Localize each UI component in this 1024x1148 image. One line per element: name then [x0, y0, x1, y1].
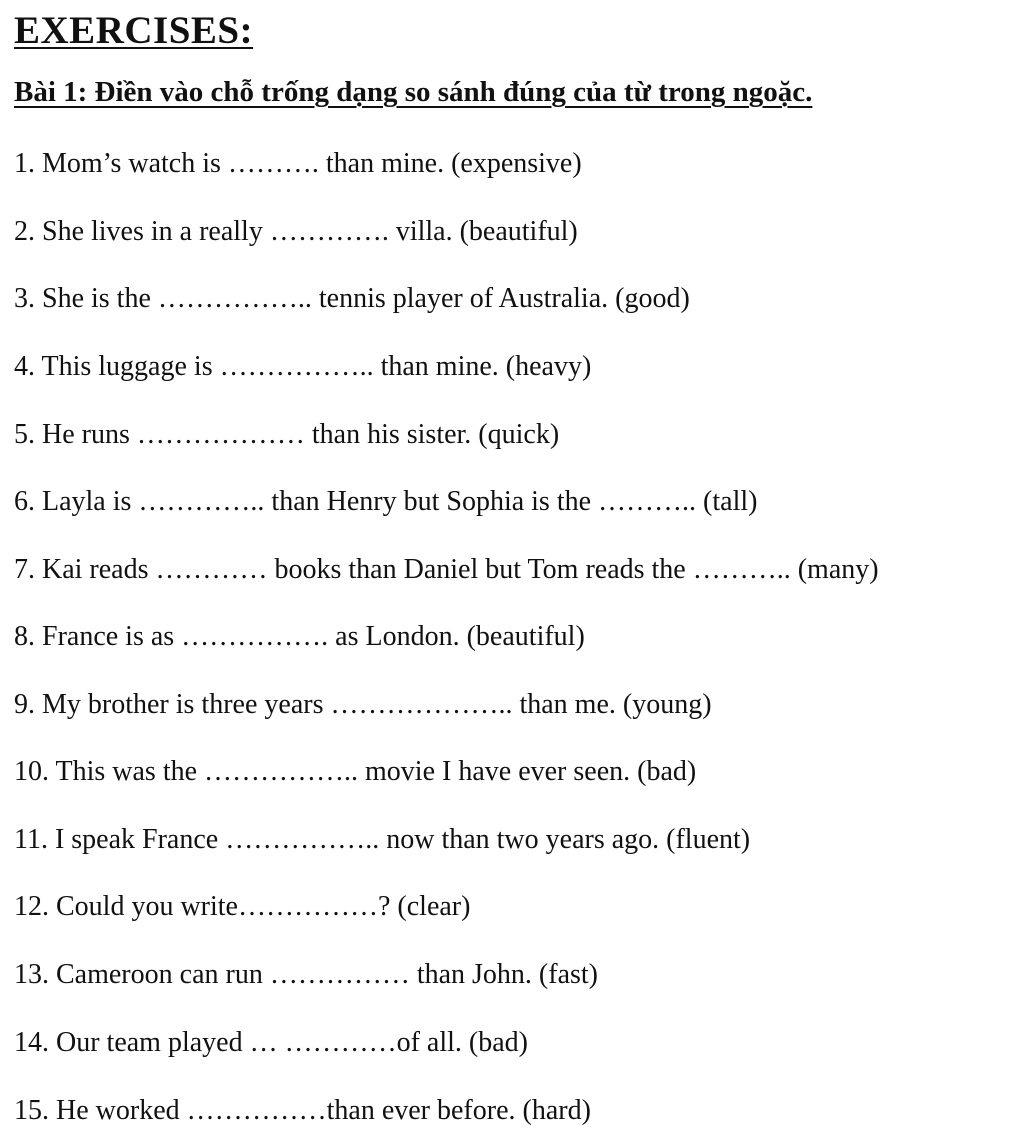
- exercise-item-14: 14. Our team played … …………of all. (bad): [14, 1027, 528, 1058]
- exercise-item-7: 7. Kai reads ………… books than Daniel but Tom reads the ……….. (many): [14, 554, 879, 585]
- exercise-item-15: 15. He worked ……………than ever before. (hard): [14, 1095, 591, 1126]
- exercise-item-1: 1. Mom’s watch is ………. than mine. (expensive): [14, 148, 582, 179]
- exercise-item-11: 11. I speak France …………….. now than two years ago. (fluent): [14, 824, 751, 855]
- exercise-item-13: 13. Cameroon can run …………… than John. (fast): [14, 959, 598, 990]
- exercise-item-4: 4. This luggage is …………….. than mine. (heavy): [14, 351, 592, 382]
- page-title: EXERCISES:: [14, 9, 254, 52]
- exercise-item-8: 8. France is as ……………. as London. (beautiful): [14, 621, 585, 652]
- exercise-item-5: 5. He runs ……………… than his sister. (quick): [14, 419, 560, 450]
- exercise-item-9: 9. My brother is three years ……………….. than me. (young): [14, 689, 712, 720]
- exercise-item-10: 10. This was the …………….. movie I have ever seen. (bad): [14, 756, 697, 787]
- exercise-item-2: 2. She lives in a really …………. villa. (beautiful): [14, 216, 578, 247]
- exercise-instruction: Bài 1: Điền vào chỗ trống dạng so sánh đúng của từ trong ngoặc.: [14, 76, 813, 108]
- exercise-item-3: 3. She is the …………….. tennis player of Australia. (good): [14, 283, 690, 314]
- exercise-item-12: 12. Could you write……………? (clear): [14, 891, 471, 922]
- exercise-item-6: 6. Layla is ………….. than Henry but Sophia is the ……….. (tall): [14, 486, 758, 517]
